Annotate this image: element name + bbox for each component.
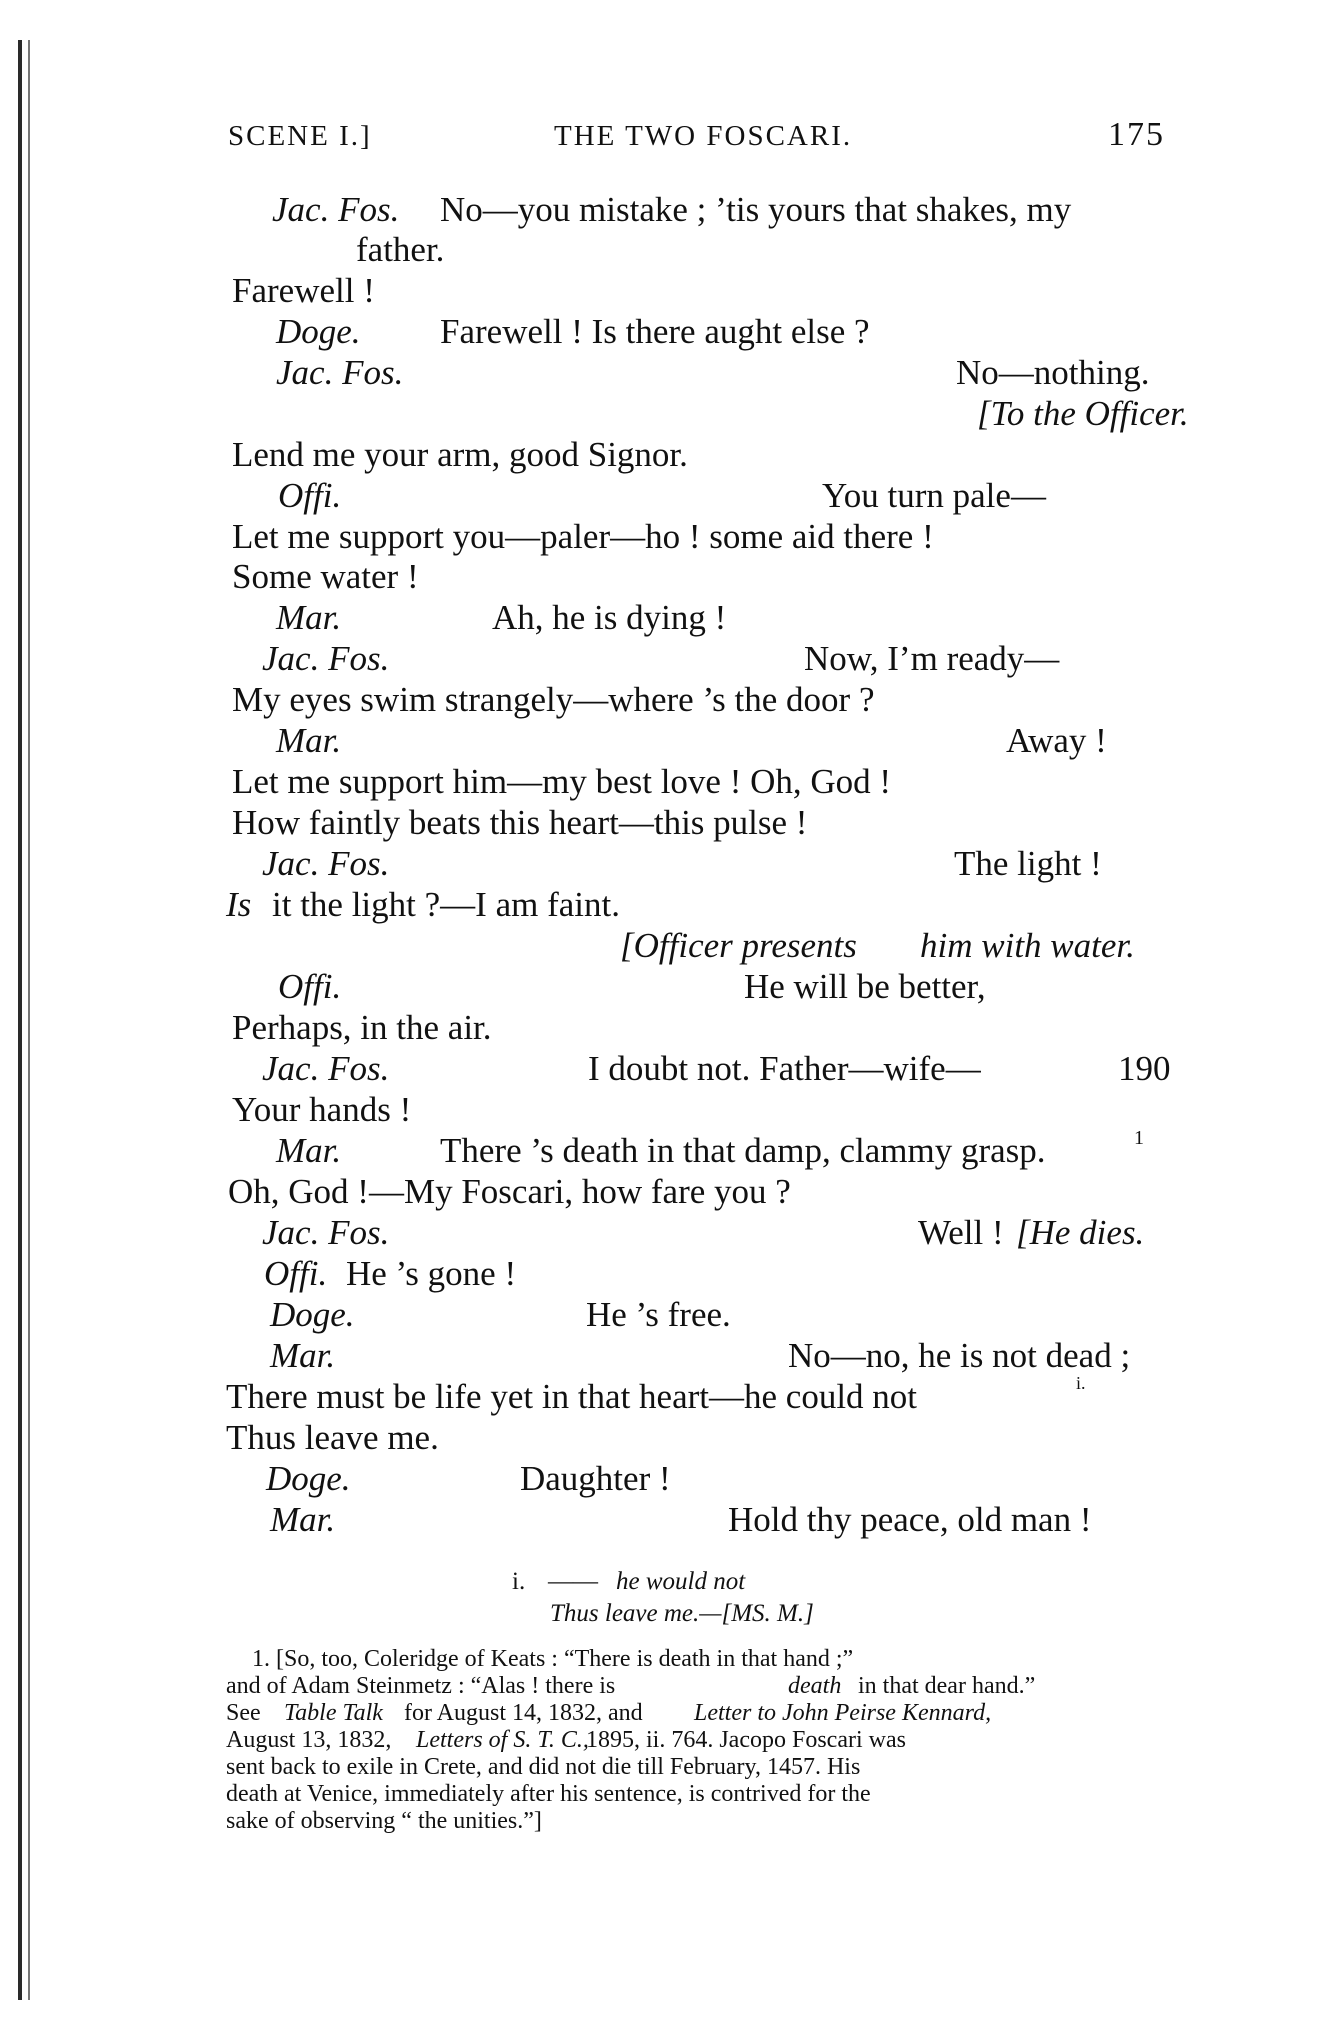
stage-direction: [Officer presents [620,926,857,965]
speaker: Doge. [266,1459,351,1498]
verse-line: Well ! [918,1213,1004,1252]
verse-line: There must be life yet in that heart—he could not [226,1377,918,1416]
variant-marker: i. [512,1568,526,1595]
page-number: 175 [1108,116,1165,153]
speaker: Mar. [276,1131,342,1170]
footnote-title: Letters of S. T. C., [416,1727,589,1753]
speaker: Jac. Fos. [262,844,390,883]
verse-line: Let me support you—paler—ho ! some aid there ! [232,517,934,556]
verse-line: Farewell ! [232,271,375,310]
verse-line: Hold thy peace, old man ! [728,1500,1092,1539]
verse-line: No—nothing. [956,353,1150,392]
variant-text: he would not [616,1568,746,1595]
verse-line: Away ! [1006,721,1107,760]
footnote-line: See [226,1700,261,1726]
verse-line: Thus leave me. [226,1418,439,1457]
verse-line: He will be better, [744,967,986,1006]
verse-line: Ah, he is dying ! [492,598,727,637]
footnote-line: for August 14, 1832, and [404,1700,643,1726]
verse-line: You turn pale— [822,476,1046,515]
verse-line: How faintly beats this heart—this pulse ! [232,803,808,842]
verse-line: My eyes swim strangely—where ’s the door ? [232,680,875,719]
line-number: 190 [1118,1049,1171,1088]
speaker: Jac. Fos. [262,1213,390,1252]
verse-line: Some water ! [232,557,419,596]
footnote-emphasis: death [788,1673,842,1699]
verse-line: Your hands ! [232,1090,412,1129]
speaker: Jac. Fos. [262,639,390,678]
verse-line: Farewell ! Is there aught else ? [440,312,870,351]
speaker: Mar. [276,598,342,637]
stage-direction: [He dies. [1016,1213,1145,1252]
verse-line: Lend me your arm, good Signor. [232,435,688,474]
footnote-line: 1895, ii. 764. Jacopo Foscari was [586,1727,906,1753]
footnote-line: and of Adam Steinmetz : “Alas ! there is [226,1673,616,1699]
verse-line: There ’s death in that damp, clammy grasp. [440,1131,1046,1170]
footnote-title: Table Talk [284,1700,383,1726]
verse-line: Oh, God !—My Foscari, how fare you ? [228,1172,791,1211]
footnote-line: August 13, 1832, [226,1727,392,1753]
page-edge-line [28,40,30,2000]
speaker: Jac. Fos. [262,1049,390,1088]
speaker: Mar. [276,721,342,760]
page-edge-shadow [18,40,22,2000]
verse-line: He ’s gone ! [346,1254,517,1293]
variant-dash: —— [548,1568,598,1595]
footnote-reference: 1 [1134,1127,1144,1149]
verse-line: No—you mistake ; ’tis yours that shakes, my [440,190,1072,229]
speaker: Mar. [270,1336,336,1375]
speaker: Jac. Fos. [272,190,400,229]
verse-line: I doubt not. Father—wife— [588,1049,981,1088]
footnote-line: 1. [So, too, Coleridge of Keats : “There is death in that hand ;” [252,1646,854,1672]
verse-line: Daughter ! [520,1459,671,1498]
speaker: Offi. [278,476,342,515]
speaker: Offi. [264,1254,328,1293]
footnote-line: sent back to exile in Crete, and did not die till February, 1457. His [226,1754,861,1780]
verse-line: father. [356,230,445,269]
verse-line: No—no, he is not dead ; [788,1336,1131,1375]
speaker: Jac. Fos. [276,353,404,392]
footnote-line: in that dear hand.” [858,1673,1036,1699]
speaker: Mar. [270,1500,336,1539]
speaker: Doge. [276,312,361,351]
stage-direction: [To the Officer. [977,394,1189,433]
speaker: Offi. [278,967,342,1006]
stage-direction: him with water. [920,926,1135,965]
speaker: Doge. [270,1295,355,1334]
variant-text: Thus leave me.—[MS. M.] [550,1600,814,1627]
footnote-title: Letter to John Peirse Kennard, [694,1700,992,1726]
verse-line: Now, I’m ready— [804,639,1060,678]
emphasis-word: Is [226,885,252,924]
footnote-line: death at Venice, immediately after his sentence, is contrived for the [226,1781,871,1807]
verse-line: Perhaps, in the air. [232,1008,492,1047]
verse-line: He ’s free. [586,1295,731,1334]
running-head-scene: SCENE I.] [228,120,372,152]
running-head-title: THE TWO FOSCARI. [554,120,853,152]
variant-reference: i. [1076,1373,1086,1393]
verse-line: Let me support him—my best love ! Oh, God ! [232,762,892,801]
verse-line: it the light ?—I am faint. [272,885,620,924]
verse-line: The light ! [954,844,1102,883]
footnote-line: sake of observing “ the unities.”] [226,1808,542,1834]
